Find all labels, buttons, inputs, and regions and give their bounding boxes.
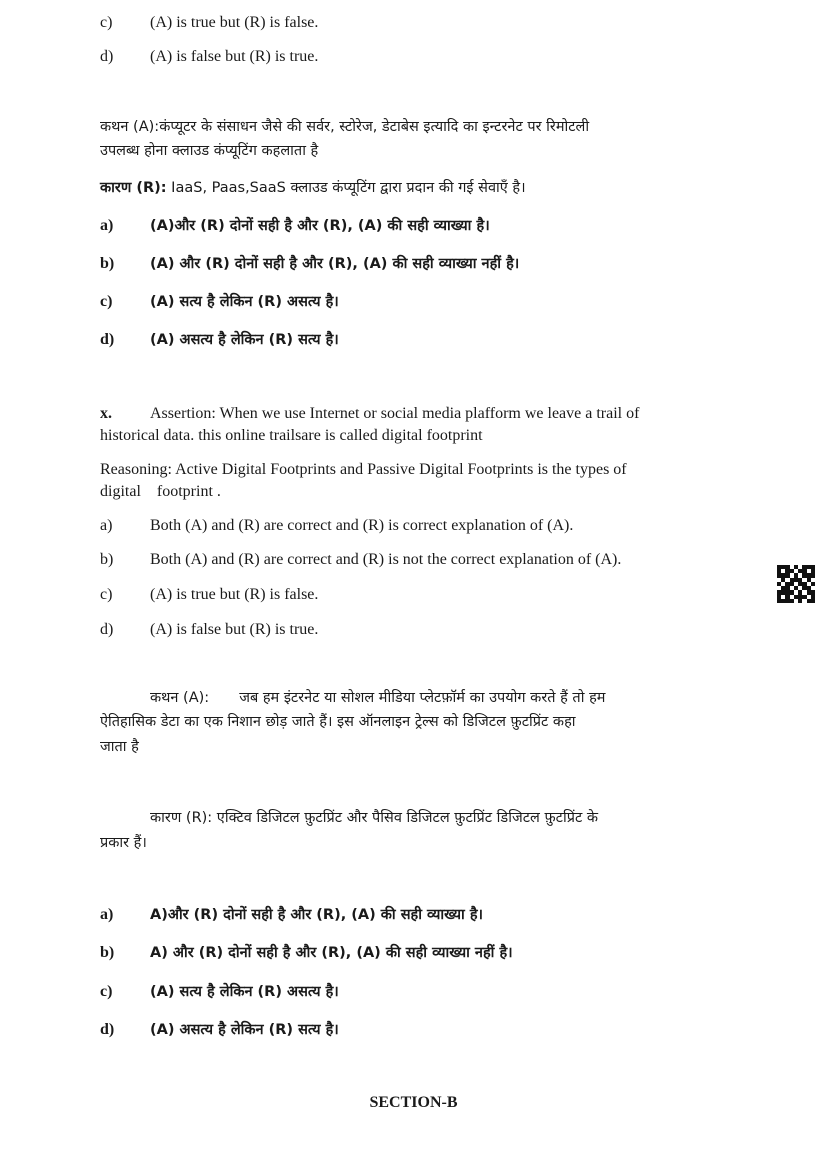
assertion-text: कंप्यूटर के संसाधन जैसे की सर्वर, स्टोरेज, डेटाबेस इत्यादि का इन्टरनेट पर रिमोटली: [159, 119, 590, 135]
reason-hindi-footprint: [100, 808, 598, 828]
reason-text: एक्टिव डिजिटल फ़ुटप्रिंट और पैसिव डिजिटल फ़ुटप्रिंट डिजिटल फ़ुटप्रिंट के: [212, 810, 598, 826]
assertion-prefix: कथन (A):: [100, 119, 160, 135]
option-text: A)और (R) दोनों सही है और (R), (A) की सही व्याख्या है।: [150, 907, 484, 923]
option-a: [100, 516, 573, 536]
section-title: SECTION-B: [369, 1094, 458, 1111]
option-b: [100, 550, 621, 570]
option-text: (A) असत्य है लेकिन (R) सत्य है।: [150, 332, 339, 348]
reasoning-line-1: Reasoning: Active Digital Footprints and Passive Digital Footprints is the types of: [100, 461, 627, 478]
option-d: [100, 1020, 339, 1040]
option-label: d): [100, 331, 115, 348]
option-text: (A)और (R) दोनों सही है और (R), (A) की सही व्याख्या है।: [150, 218, 490, 234]
reasoning-line-2: [100, 482, 221, 502]
assertion-line-2: उपलब्ध होना क्लाउड कंप्यूटिंग कहलाता है: [100, 143, 319, 159]
option-text: A) और (R) दोनों सही है और (R), (A) की सही व्याख्या नहीं है।: [150, 945, 513, 961]
option-c: [100, 292, 339, 312]
option-text: (A) असत्य है लेकिन (R) सत्य है।: [150, 1022, 339, 1038]
option-b: [100, 254, 519, 274]
reasoning-word: digital: [100, 483, 141, 500]
option-label: d): [100, 48, 114, 65]
option-label: b): [100, 551, 114, 568]
option-label: c): [100, 983, 113, 1000]
option-label: c): [100, 586, 113, 603]
option-label: c): [100, 293, 113, 310]
question-x-assertion: [100, 404, 639, 424]
option-c: [100, 13, 318, 33]
option-c: [100, 982, 339, 1002]
option-label: a): [100, 517, 113, 534]
option-text: (A) सत्य है लेकिन (R) असत्य है।: [150, 294, 339, 310]
option-text: Both (A) and (R) are correct and (R) is correct explanation of (A).: [150, 517, 574, 534]
assertion-line-2: ऐतिहासिक डेटा का एक निशान छोड़ जाते हैं। इस ऑनलाइन ट्रेल्स को डिजिटल फ़ुटप्रिंट कहा: [100, 714, 576, 730]
option-label: d): [100, 1021, 115, 1038]
option-d: [100, 330, 339, 350]
option-text: (A) और (R) दोनों सही है और (R), (A) की सही व्याख्या नहीं है।: [150, 256, 520, 272]
reason-hindi-cloud: [100, 178, 526, 198]
reason-prefix: कारण (R):: [100, 180, 167, 196]
assertion-text: जब हम इंटरनेट या सोशल मीडिया प्लेटफ़ॉर्म का उपयोग करते हैं तो हम: [239, 690, 606, 706]
option-text: (A) सत्य है लेकिन (R) असत्य है।: [150, 984, 339, 1000]
option-label: a): [100, 217, 114, 234]
option-label: c): [100, 14, 113, 31]
option-label: b): [100, 944, 115, 961]
option-d: [100, 620, 318, 640]
option-label: d): [100, 621, 114, 638]
option-c: [100, 585, 318, 605]
qr-code-icon: [777, 565, 815, 603]
assertion-line-3: जाता है: [100, 739, 139, 755]
assertion-hindi-cloud: [100, 117, 589, 137]
option-text: Both (A) and (R) are correct and (R) is not the correct explanation of (A).: [150, 551, 622, 568]
option-a: [100, 905, 483, 925]
assertion-line-2: historical data. this online trailsare is called digital footprint: [100, 427, 483, 444]
reason-text: IaaS, Paas,SaaS क्लाउड कंप्यूटिंग द्वारा प्रदान की गई सेवाएँ है।: [166, 180, 526, 196]
option-a: [100, 216, 490, 236]
option-text: (A) is false but (R) is true.: [150, 621, 319, 638]
option-text: (A) is true but (R) is false.: [150, 586, 319, 603]
option-text: (A) is true but (R) is false.: [150, 14, 319, 31]
reasoning-word: footprint .: [156, 483, 221, 500]
reason-prefix: कारण (R):: [150, 810, 213, 826]
question-number: x.: [100, 405, 112, 422]
option-label: b): [100, 255, 115, 272]
option-text: (A) is false but (R) is true.: [150, 48, 319, 65]
reason-line-2: प्रकार हैं।: [100, 835, 147, 851]
option-d: [100, 47, 318, 67]
option-label: a): [100, 906, 114, 923]
assertion-hindi-footprint: [100, 688, 605, 708]
assertion-prefix: कथन (A):: [150, 690, 210, 706]
option-b: [100, 943, 513, 963]
assertion-text: Assertion: When we use Internet or social media plafform we leave a trail of: [150, 405, 640, 422]
